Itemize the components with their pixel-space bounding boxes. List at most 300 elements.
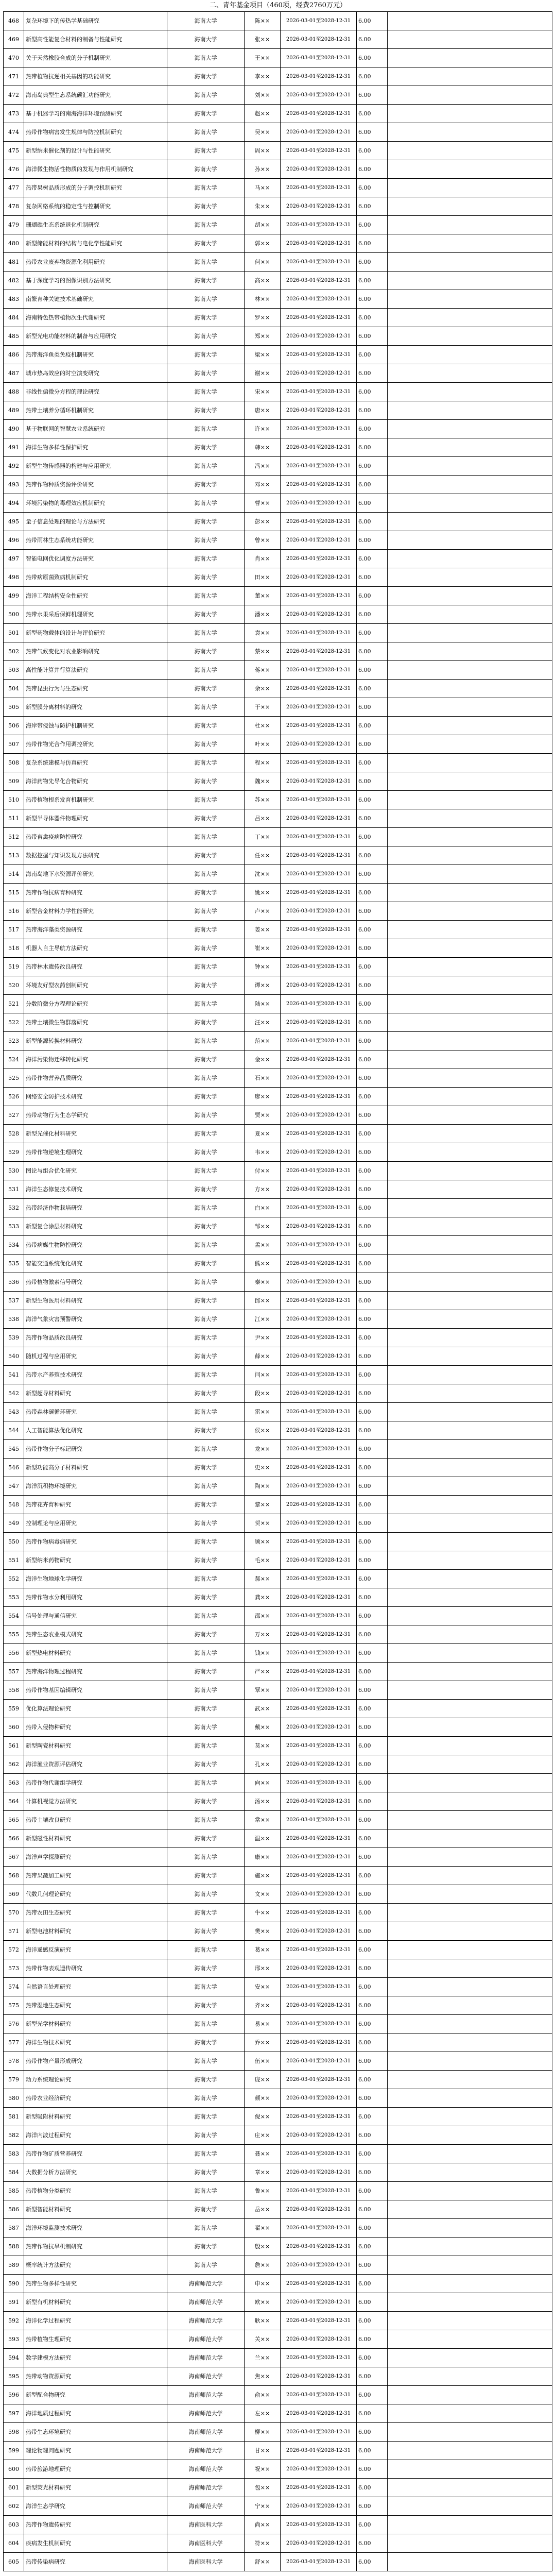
project-title: 热带作物产量形成研究 xyxy=(24,2052,167,2071)
project-duration: 2026-03-01至2028-12-31 xyxy=(281,1421,357,1440)
empty-cell xyxy=(388,1162,552,1180)
project-duration: 2026-03-01至2028-12-31 xyxy=(281,1236,357,1255)
institution: 海南大学 xyxy=(167,1384,245,1403)
institution: 海南大学 xyxy=(167,1718,245,1737)
project-funding: 6.00 xyxy=(357,2071,388,2089)
project-duration: 2026-03-01至2028-12-31 xyxy=(281,1718,357,1737)
principal-investigator: 沈×× xyxy=(245,865,281,884)
principal-investigator: 段×× xyxy=(245,1384,281,1403)
empty-cell xyxy=(388,1050,552,1069)
project-title: 海洋药物先导化合物研究 xyxy=(24,772,167,791)
empty-cell xyxy=(388,142,552,160)
table-row xyxy=(4,1533,552,1551)
project-funding: 6.00 xyxy=(357,2516,388,2534)
project-title: 热带传染病研究 xyxy=(24,2553,167,2571)
project-duration: 2026-03-01至2028-12-31 xyxy=(281,717,357,735)
empty-cell xyxy=(388,346,552,364)
principal-investigator: 潘×× xyxy=(245,605,281,624)
row-number: 504 xyxy=(4,680,24,698)
institution: 海南大学 xyxy=(167,179,245,197)
principal-investigator: 贺×× xyxy=(245,1514,281,1533)
table-row xyxy=(4,568,552,587)
principal-investigator: 严×× xyxy=(245,1663,281,1681)
table-row xyxy=(4,531,552,550)
project-title: 智能交通系统优化研究 xyxy=(24,1255,167,1273)
project-duration: 2026-03-01至2028-12-31 xyxy=(281,1959,357,1978)
empty-cell xyxy=(388,30,552,49)
project-duration: 2026-03-01至2028-12-31 xyxy=(281,1848,357,1867)
project-funding: 6.00 xyxy=(357,1570,388,1588)
row-number: 570 xyxy=(4,1904,24,1922)
row-number: 551 xyxy=(4,1551,24,1570)
principal-investigator: 朱×× xyxy=(245,197,281,216)
table-row xyxy=(4,2015,552,2033)
project-duration: 2026-03-01至2028-12-31 xyxy=(281,2404,357,2423)
project-title: 热带作物矿质营养研究 xyxy=(24,2145,167,2163)
empty-cell xyxy=(388,1347,552,1366)
empty-cell xyxy=(388,2108,552,2126)
empty-cell xyxy=(388,2330,552,2349)
table-row xyxy=(4,1514,552,1533)
project-funding: 6.00 xyxy=(357,272,388,290)
institution: 海南大学 xyxy=(167,2163,245,2182)
principal-investigator: 陶×× xyxy=(245,1477,281,1496)
principal-investigator: 胡×× xyxy=(245,216,281,234)
table-row xyxy=(4,476,552,494)
empty-cell xyxy=(388,2219,552,2238)
principal-investigator: 雷×× xyxy=(245,1403,281,1421)
empty-cell xyxy=(388,401,552,420)
institution: 海南大学 xyxy=(167,253,245,272)
row-number: 488 xyxy=(4,383,24,401)
principal-investigator: 宁×× xyxy=(245,2497,281,2516)
empty-cell xyxy=(388,2367,552,2386)
project-duration: 2026-03-01至2028-12-31 xyxy=(281,234,357,253)
institution: 海南大学 xyxy=(167,1792,245,1811)
principal-investigator: 陆×× xyxy=(245,995,281,1013)
principal-investigator: 柳×× xyxy=(245,2423,281,2442)
principal-investigator: 董×× xyxy=(245,587,281,605)
principal-investigator: 牛×× xyxy=(245,1904,281,1922)
principal-investigator: 侯×× xyxy=(245,1421,281,1440)
principal-investigator: 申×× xyxy=(245,2275,281,2293)
project-title: 海洋生态学研究 xyxy=(24,2497,167,2516)
table-row xyxy=(4,2293,552,2312)
empty-cell xyxy=(388,1384,552,1403)
principal-investigator: 叶×× xyxy=(245,735,281,754)
empty-cell xyxy=(388,680,552,698)
empty-cell xyxy=(388,2460,552,2479)
project-title: 代数几何理论研究 xyxy=(24,1885,167,1904)
project-duration: 2026-03-01至2028-12-31 xyxy=(281,1625,357,1644)
principal-investigator: 兰×× xyxy=(245,2349,281,2367)
project-title: 新型智能材料研究 xyxy=(24,2200,167,2219)
project-funding: 6.00 xyxy=(357,1811,388,1829)
project-title: 网络安全防护技术研究 xyxy=(24,1088,167,1106)
table-row xyxy=(4,1403,552,1421)
principal-investigator: 蒋×× xyxy=(245,661,281,680)
table-row xyxy=(4,958,552,976)
table-row xyxy=(4,2145,552,2163)
institution: 海南师范大学 xyxy=(167,2367,245,2386)
row-number: 571 xyxy=(4,1922,24,1941)
empty-cell xyxy=(388,939,552,958)
empty-cell xyxy=(388,1867,552,1885)
empty-cell xyxy=(388,2423,552,2442)
project-duration: 2026-03-01至2028-12-31 xyxy=(281,179,357,197)
empty-cell xyxy=(388,1329,552,1347)
project-funding: 6.00 xyxy=(357,1867,388,1885)
table-row xyxy=(4,865,552,884)
institution: 海南师范大学 xyxy=(167,2460,245,2479)
project-duration: 2026-03-01至2028-12-31 xyxy=(281,1032,357,1050)
table-row xyxy=(4,1069,552,1088)
table-row xyxy=(4,438,552,457)
project-title: 热带动物资源研究 xyxy=(24,2367,167,2386)
project-duration: 2026-03-01至2028-12-31 xyxy=(281,438,357,457)
project-duration: 2026-03-01至2028-12-31 xyxy=(281,1477,357,1496)
project-duration: 2026-03-01至2028-12-31 xyxy=(281,476,357,494)
table-row xyxy=(4,1959,552,1978)
row-number: 550 xyxy=(4,1533,24,1551)
project-funding: 6.00 xyxy=(357,1032,388,1050)
empty-cell xyxy=(388,809,552,828)
empty-cell xyxy=(388,531,552,550)
institution: 海南大学 xyxy=(167,67,245,86)
row-number: 584 xyxy=(4,2163,24,2182)
institution: 海南大学 xyxy=(167,550,245,568)
project-funding: 6.00 xyxy=(357,1310,388,1329)
section-title: 二、青年基金项目（460项，经费2760万元） xyxy=(210,2,346,9)
project-duration: 2026-03-01至2028-12-31 xyxy=(281,642,357,661)
project-duration: 2026-03-01至2028-12-31 xyxy=(281,531,357,550)
project-duration: 2026-03-01至2028-12-31 xyxy=(281,772,357,791)
table-row xyxy=(4,2553,552,2571)
row-number: 495 xyxy=(4,513,24,531)
institution: 海南大学 xyxy=(167,1125,245,1143)
row-number: 572 xyxy=(4,1941,24,1959)
table-row xyxy=(4,1681,552,1700)
table-row xyxy=(4,2442,552,2460)
project-title: 新型能源转换材料研究 xyxy=(24,1032,167,1050)
principal-investigator: 江×× xyxy=(245,1310,281,1329)
row-number: 563 xyxy=(4,1774,24,1792)
principal-investigator: 钟×× xyxy=(245,958,281,976)
project-title: 计算机视觉方法研究 xyxy=(24,1792,167,1811)
project-title: 新型热电材料研究 xyxy=(24,1644,167,1663)
project-funding: 6.00 xyxy=(357,2089,388,2108)
project-funding: 6.00 xyxy=(357,2330,388,2349)
table-row xyxy=(4,2256,552,2275)
row-number: 591 xyxy=(4,2293,24,2312)
row-number: 482 xyxy=(4,272,24,290)
principal-investigator: 章×× xyxy=(245,2163,281,2182)
institution: 海南大学 xyxy=(167,1459,245,1477)
project-title: 环境污染物的毒理效应机制研究 xyxy=(24,494,167,513)
row-number: 566 xyxy=(4,1829,24,1848)
row-number: 490 xyxy=(4,420,24,438)
table-row xyxy=(4,327,552,346)
project-funding: 6.00 xyxy=(357,2108,388,2126)
empty-cell xyxy=(388,1106,552,1125)
principal-investigator: 包×× xyxy=(245,2479,281,2497)
project-duration: 2026-03-01至2028-12-31 xyxy=(281,216,357,234)
empty-cell xyxy=(388,1217,552,1236)
empty-cell xyxy=(388,1069,552,1088)
project-funding: 6.00 xyxy=(357,1978,388,1996)
table-row xyxy=(4,2516,552,2534)
project-duration: 2026-03-01至2028-12-31 xyxy=(281,2349,357,2367)
principal-investigator: 唐×× xyxy=(245,401,281,420)
empty-cell xyxy=(388,2349,552,2367)
empty-cell xyxy=(388,1032,552,1050)
project-duration: 2026-03-01至2028-12-31 xyxy=(281,2460,357,2479)
institution: 海南大学 xyxy=(167,457,245,476)
empty-cell xyxy=(388,2163,552,2182)
empty-cell xyxy=(388,1125,552,1143)
row-number: 481 xyxy=(4,253,24,272)
empty-cell xyxy=(388,1496,552,1514)
project-title: 新型生物医用材料研究 xyxy=(24,1292,167,1310)
principal-investigator: 赵×× xyxy=(245,105,281,123)
empty-cell xyxy=(388,494,552,513)
principal-investigator: 廖×× xyxy=(245,1088,281,1106)
project-funding: 6.00 xyxy=(357,1959,388,1978)
project-duration: 2026-03-01至2028-12-31 xyxy=(281,791,357,809)
table-row xyxy=(4,1904,552,1922)
principal-investigator: 舒×× xyxy=(245,2553,281,2571)
table-row xyxy=(4,2126,552,2145)
institution: 海南大学 xyxy=(167,1644,245,1663)
table-row xyxy=(4,346,552,364)
institution: 海南大学 xyxy=(167,494,245,513)
table-row xyxy=(4,809,552,828)
institution: 海南大学 xyxy=(167,1236,245,1255)
institution: 海南大学 xyxy=(167,86,245,105)
project-title: 热带动物行为生态学研究 xyxy=(24,1106,167,1125)
table-row xyxy=(4,1737,552,1755)
project-title: 热带花卉育种研究 xyxy=(24,1496,167,1514)
empty-cell xyxy=(388,1180,552,1199)
principal-investigator: 邵×× xyxy=(245,1607,281,1625)
project-duration: 2026-03-01至2028-12-31 xyxy=(281,1829,357,1848)
institution: 海南师范大学 xyxy=(167,2312,245,2330)
row-number: 525 xyxy=(4,1069,24,1088)
table-row xyxy=(4,2330,552,2349)
row-number: 470 xyxy=(4,49,24,67)
project-funding: 6.00 xyxy=(357,2163,388,2182)
empty-cell xyxy=(388,2404,552,2423)
project-duration: 2026-03-01至2028-12-31 xyxy=(281,1088,357,1106)
empty-cell xyxy=(388,1848,552,1867)
table-row xyxy=(4,1236,552,1255)
row-number: 546 xyxy=(4,1459,24,1477)
institution: 海南大学 xyxy=(167,1941,245,1959)
institution: 海南大学 xyxy=(167,290,245,309)
project-title: 热带植物抗逆相关基因的功能研究 xyxy=(24,67,167,86)
project-duration: 2026-03-01至2028-12-31 xyxy=(281,49,357,67)
principal-investigator: 邹×× xyxy=(245,1217,281,1236)
institution: 海南大学 xyxy=(167,1069,245,1088)
empty-cell xyxy=(388,846,552,865)
project-duration: 2026-03-01至2028-12-31 xyxy=(281,2442,357,2460)
row-number: 545 xyxy=(4,1440,24,1459)
project-duration: 2026-03-01至2028-12-31 xyxy=(281,383,357,401)
project-duration: 2026-03-01至2028-12-31 xyxy=(281,309,357,327)
institution: 海南大学 xyxy=(167,2238,245,2256)
principal-investigator: 罗×× xyxy=(245,309,281,327)
project-duration: 2026-03-01至2028-12-31 xyxy=(281,902,357,921)
project-funding: 6.00 xyxy=(357,513,388,531)
institution: 海南大学 xyxy=(167,846,245,865)
project-title: 热带病原菌致病机制研究 xyxy=(24,568,167,587)
table-row xyxy=(4,1180,552,1199)
project-duration: 2026-03-01至2028-12-31 xyxy=(281,2367,357,2386)
empty-cell xyxy=(388,791,552,809)
principal-investigator: 郝×× xyxy=(245,1570,281,1588)
row-number: 511 xyxy=(4,809,24,828)
table-row xyxy=(4,1273,552,1292)
principal-investigator: 马×× xyxy=(245,179,281,197)
row-number: 472 xyxy=(4,86,24,105)
empty-cell xyxy=(388,1440,552,1459)
table-row xyxy=(4,680,552,698)
row-number: 540 xyxy=(4,1347,24,1366)
project-title: 控制理论与应用研究 xyxy=(24,1514,167,1533)
project-funding: 6.00 xyxy=(357,1180,388,1199)
project-funding: 6.00 xyxy=(357,1996,388,2015)
row-number: 517 xyxy=(4,921,24,939)
institution: 海南大学 xyxy=(167,12,245,30)
principal-investigator: 苏×× xyxy=(245,791,281,809)
project-title: 新型高性能复合材料的制备与性能研究 xyxy=(24,30,167,49)
empty-cell xyxy=(388,2516,552,2534)
project-title: 热带作物逆境生理研究 xyxy=(24,1143,167,1162)
empty-cell xyxy=(388,1811,552,1829)
table-row xyxy=(4,1867,552,1885)
project-title: 新型半导体器件物理研究 xyxy=(24,809,167,828)
row-number: 558 xyxy=(4,1681,24,1700)
institution: 海南大学 xyxy=(167,976,245,995)
principal-investigator: 汪×× xyxy=(245,1013,281,1032)
row-number: 494 xyxy=(4,494,24,513)
project-title: 热带生态农业模式研究 xyxy=(24,1625,167,1644)
principal-investigator: 蔡×× xyxy=(245,642,281,661)
empty-cell xyxy=(388,1792,552,1811)
project-title: 疾病发生机制研究 xyxy=(24,2534,167,2553)
project-title: 热带作物抗旱机制研究 xyxy=(24,2238,167,2256)
empty-cell xyxy=(388,105,552,123)
project-title: 新型超导材料研究 xyxy=(24,1384,167,1403)
institution: 海南大学 xyxy=(167,1347,245,1366)
project-funding: 6.00 xyxy=(357,1477,388,1496)
institution: 海南大学 xyxy=(167,1885,245,1904)
institution: 海南大学 xyxy=(167,2256,245,2275)
principal-investigator: 鲁×× xyxy=(245,2182,281,2200)
empty-cell xyxy=(388,735,552,754)
row-number: 489 xyxy=(4,401,24,420)
row-number: 559 xyxy=(4,1700,24,1718)
table-row xyxy=(4,1755,552,1774)
project-title: 热带土壤微生物群落研究 xyxy=(24,1013,167,1032)
project-duration: 2026-03-01至2028-12-31 xyxy=(281,921,357,939)
empty-cell xyxy=(388,513,552,531)
row-number: 531 xyxy=(4,1180,24,1199)
principal-investigator: 钱×× xyxy=(245,1644,281,1663)
row-number: 528 xyxy=(4,1125,24,1143)
project-duration: 2026-03-01至2028-12-31 xyxy=(281,661,357,680)
row-number: 496 xyxy=(4,531,24,550)
project-funding: 6.00 xyxy=(357,12,388,30)
project-duration: 2026-03-01至2028-12-31 xyxy=(281,846,357,865)
project-duration: 2026-03-01至2028-12-31 xyxy=(281,1013,357,1032)
project-title: 优化算法理论研究 xyxy=(24,1700,167,1718)
project-funding: 6.00 xyxy=(357,1607,388,1625)
project-duration: 2026-03-01至2028-12-31 xyxy=(281,1125,357,1143)
project-title: 复杂环境下的传热学基础研究 xyxy=(24,12,167,30)
empty-cell xyxy=(388,1978,552,1996)
row-number: 548 xyxy=(4,1496,24,1514)
project-funding: 6.00 xyxy=(357,1904,388,1922)
principal-investigator: 肖×× xyxy=(245,550,281,568)
row-number: 539 xyxy=(4,1329,24,1347)
project-title: 新型复合涂层材料研究 xyxy=(24,1217,167,1236)
principal-investigator: 余×× xyxy=(245,680,281,698)
row-number: 508 xyxy=(4,754,24,772)
institution: 海南大学 xyxy=(167,791,245,809)
institution: 海南师范大学 xyxy=(167,2423,245,2442)
project-title: 新型磁性材料研究 xyxy=(24,1829,167,1848)
principal-investigator: 崔×× xyxy=(245,939,281,958)
project-title: 热带病媒生物防控研究 xyxy=(24,1236,167,1255)
project-duration: 2026-03-01至2028-12-31 xyxy=(281,272,357,290)
project-funding: 6.00 xyxy=(357,2256,388,2275)
project-duration: 2026-03-01至2028-12-31 xyxy=(281,2497,357,2516)
table-row xyxy=(4,49,552,67)
table-row xyxy=(4,2108,552,2126)
empty-cell xyxy=(388,2497,552,2516)
row-number: 483 xyxy=(4,290,24,309)
project-funding: 6.00 xyxy=(357,2052,388,2071)
institution: 海南师范大学 xyxy=(167,2404,245,2423)
institution: 海南大学 xyxy=(167,1848,245,1867)
project-duration: 2026-03-01至2028-12-31 xyxy=(281,327,357,346)
principal-investigator: 常×× xyxy=(245,1811,281,1829)
principal-investigator: 耿×× xyxy=(245,2312,281,2330)
empty-cell xyxy=(388,2293,552,2312)
project-duration: 2026-03-01至2028-12-31 xyxy=(281,67,357,86)
project-duration: 2026-03-01至2028-12-31 xyxy=(281,939,357,958)
principal-investigator: 施×× xyxy=(245,1867,281,1885)
table-row xyxy=(4,1644,552,1663)
project-funding: 6.00 xyxy=(357,2497,388,2516)
principal-investigator: 程×× xyxy=(245,754,281,772)
project-title: 新型生物传感器的构建与应用研究 xyxy=(24,457,167,476)
principal-investigator: 薛×× xyxy=(245,1347,281,1366)
project-title: 南繁育种关键技术基础研究 xyxy=(24,290,167,309)
principal-investigator: 魏×× xyxy=(245,772,281,791)
project-funding: 6.00 xyxy=(357,550,388,568)
row-number: 536 xyxy=(4,1273,24,1292)
project-duration: 2026-03-01至2028-12-31 xyxy=(281,976,357,995)
project-title: 热带果树品质形成的分子调控机制研究 xyxy=(24,179,167,197)
project-funding: 6.00 xyxy=(357,179,388,197)
empty-cell xyxy=(388,438,552,457)
institution: 海南师范大学 xyxy=(167,2442,245,2460)
empty-cell xyxy=(388,2145,552,2163)
table-row xyxy=(4,1255,552,1273)
project-title: 热带作物表观遗传研究 xyxy=(24,1959,167,1978)
